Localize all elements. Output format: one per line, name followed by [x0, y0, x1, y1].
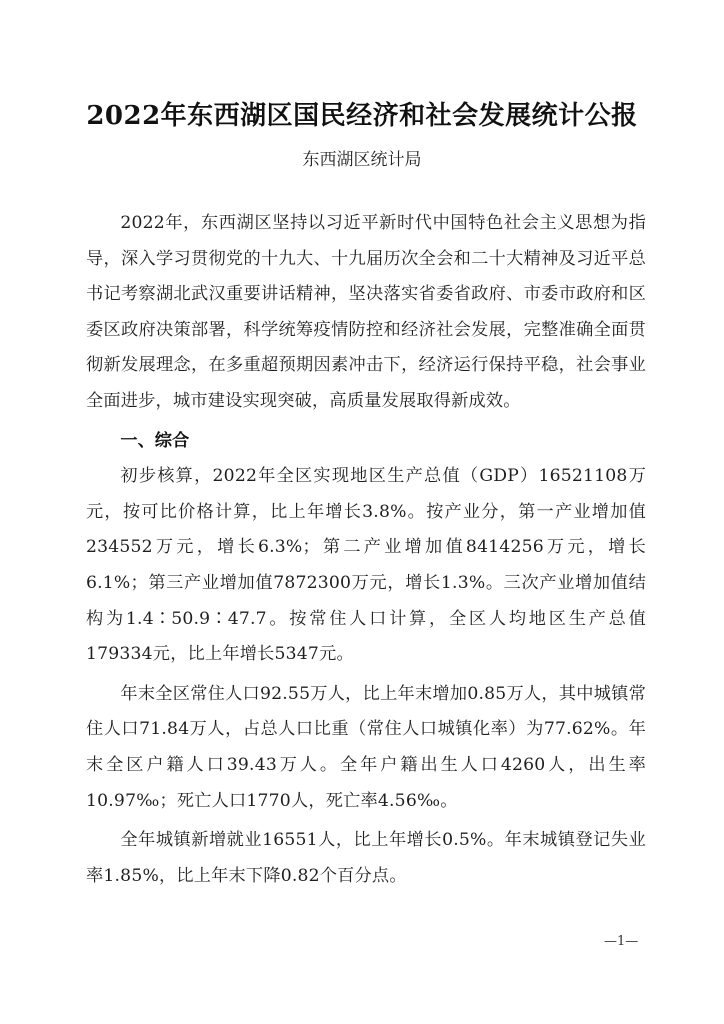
section-heading: 一、综合 — [120, 430, 190, 451]
population-paragraph: 年末全区常住人口92.55万人，比上年末增加0.85万人，其中城镇常住人口71.84万人，占总人口比重（常住人口城镇化率）为77.62%。年末全区户籍人口39.43万人。全年户籍出生人口4260人，出生率10.97‰；死亡人口1770人，死亡率4.56‰。 — [86, 683, 646, 811]
page-number: —1— — [604, 934, 639, 949]
document-title: 2022年东西湖区国民经济和社会发展统计公报 — [86, 101, 638, 131]
employment-paragraph: 全年城镇新增就业16551人，比上年增长0.5%。年末城镇登记失业率1.85%，比上年末下降0.82个百分点。 — [86, 830, 646, 886]
document-author: 东西湖区统计局 — [302, 150, 422, 170]
intro-paragraph: 2022年，东西湖区坚持以习近平新时代中国特色社会主义思想为指导，深入学习贯彻党的十九大、十九届历次全会和二十大精神及习近平总书记考察湖北武汉重要讲话精神，坚决落实省委省政府、市委市政府和区委区政府决策部署，科学统筹疫情防控和经济社会发展，完整准确全面贯彻新发展理念，在多重超预期因素冲击下，经济运行保持平稳，社会事业全面进步，城市建设实现突破，高质量发展取得新成效。 — [86, 213, 646, 411]
document-body — [86, 206, 646, 898]
gdp-paragraph: 初步核算，2022年全区实现地区生产总值（GDP）16521108万元，按可比价格计算，比上年增长3.8%。按产业分，第一产业增加值234552万元，增长6.3%；第二产业增加值8414256万元，增长6.1%；第三产业增加值7872300万元，增长1.3%。三次产业增加值结构为1.4∶50.9∶47.7。按常住人口计算，全区人均地区生产总值179334元，比上年增长5347元。 — [86, 466, 646, 665]
